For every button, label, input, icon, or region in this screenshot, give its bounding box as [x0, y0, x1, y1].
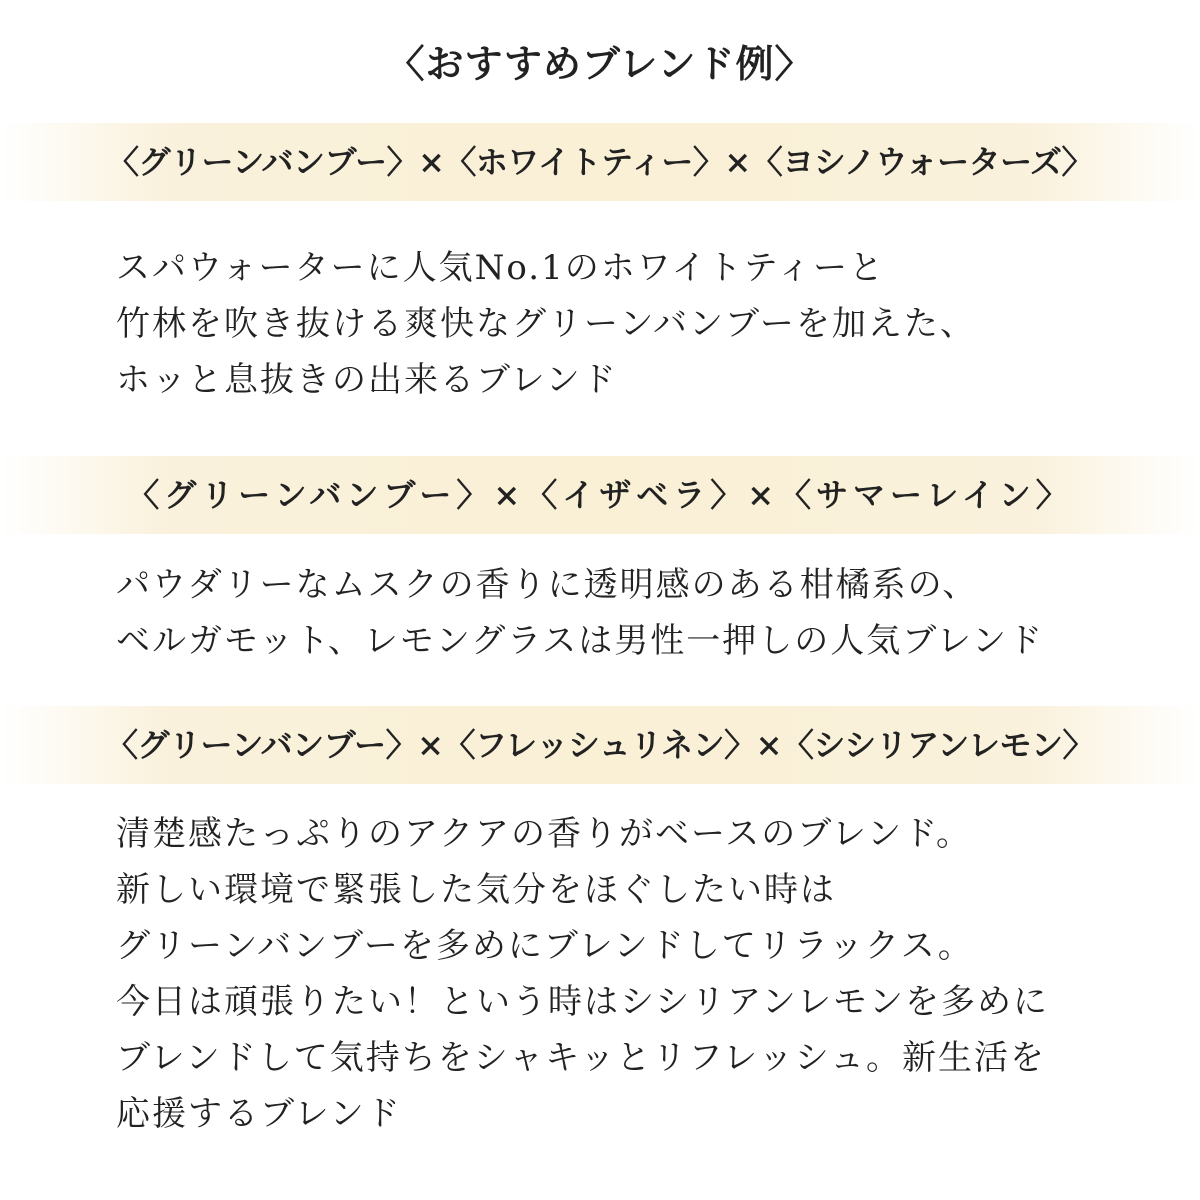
description-line: 応援するブレンド — [116, 1094, 402, 1134]
description-line: ブレンドして気持ちをシャキッとリフレッシュ。新生活を — [116, 1038, 1047, 1078]
blend-description — [116, 240, 1076, 408]
blend-heading-band — [0, 706, 1200, 784]
description-line: パウダリーなムスクの香りに透明感のある柑橘系の、 — [116, 565, 979, 605]
description-line: 竹林を吹き抜ける爽快なグリーンバンブーを加えた、 — [116, 304, 976, 344]
blend-heading-band — [0, 456, 1200, 534]
description-line: 清楚感たっぷりのアクアの香りがベースのブレンド。 — [116, 814, 973, 854]
description-line: グリーンバンブーを多めにブレンドしてリラックス。 — [116, 926, 974, 966]
blend-heading-band — [0, 123, 1200, 201]
page-title: 〈おすすめブレンド例〉 — [386, 41, 814, 86]
description-line: ベルガモット、レモングラスは男性一押しの人気ブレンド — [116, 621, 1045, 661]
description-line: ホッと息抜きの出来るブレンド — [116, 360, 618, 400]
blend-description — [116, 806, 1076, 1142]
blend-heading: 〈グリーンバンブー〉×〈フレッシュリネン〉×〈シシリアンレモン〉 — [105, 726, 1095, 764]
blend-description — [116, 557, 1076, 669]
description-line: スパウォーターに人気No.1のホワイトティーと — [116, 248, 885, 288]
description-line: 今日は頑張りたい！という時はシシリアンレモンを多めに — [116, 982, 1049, 1022]
description-line: 新しい環境で緊張した気分をほぐしたい時は — [116, 870, 836, 910]
blend-heading: 〈グリーンバンブー〉×〈ホワイトティー〉×〈ヨシノウォーターズ〉 — [106, 143, 1094, 181]
blend-heading: 〈グリーンバンブー〉×〈イザベラ〉×〈サマーレイン〉 — [127, 476, 1073, 514]
